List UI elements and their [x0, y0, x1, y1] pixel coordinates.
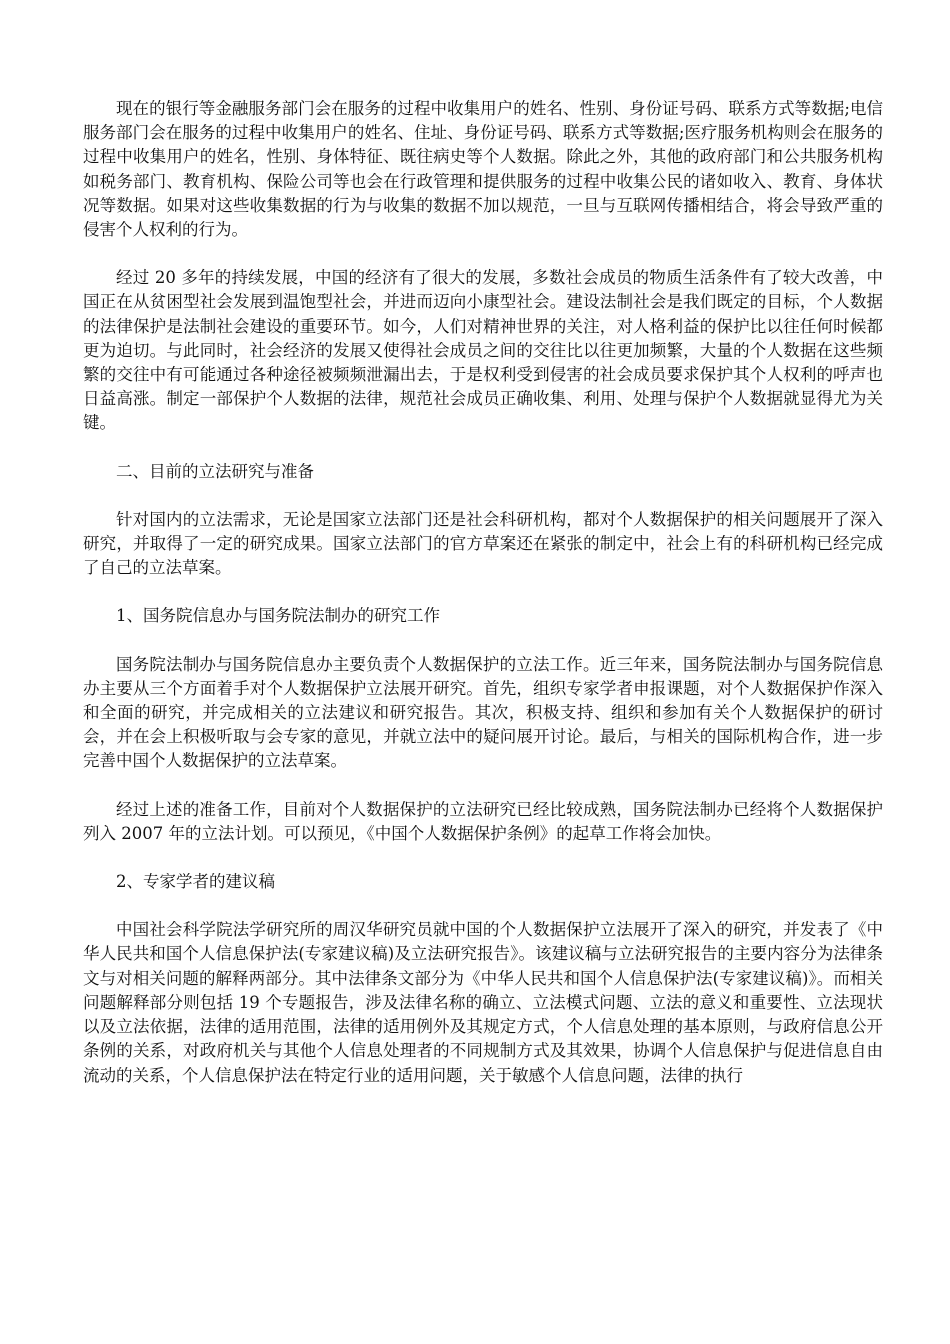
paragraph-economic-development: 经过 20 多年的持续发展，中国的经济有了很大的发展，多数社会成员的物质生活条件有了较大改善，中国正在从贫困型社会发展到温饱型社会，并进而迈向小康型社会。建设法制社会是我们既定的目标，个人数据的法律保护是法制社会建设的重要环节。如今，人们对精神世界的关注，对人格利益的保护比以往任何时候都更为迫切。与此同时，社会经济的发展又使得社会成员之间的交往比以往更加频繁，大量的个人数据在这些频繁的交往中有可能通过各种途径被频频泄漏出去，于是权利受到侵害的社会成员要求保护其个人权利的呼声也日益高涨。制定一部保护个人数据的法律，规范社会成员正确收集、利用、处理与保护个人数据就显得尤为关键。: [83, 268, 883, 433]
paragraph-expert-draft-details: 中国社会科学院法学研究所的周汉华研究员就中国的个人数据保护立法展开了深入的研究，并发表了《中华人民共和国个人信息保护法(专家建议稿)及立法研究报告》。该建议稿与立法研究报告的主要内容分为法律条文与对相关问题的解释两部分。其中法律条文部分为《中华人民共和国个人信息保护法(专家建议稿)》。而相关问题解释部分则包括 19 个专题报告，涉及法律名称的确立、立法模式问题、立法的意义和重要性、立法现状以及立法依据，法律的适用范围，法律的适用例外及其规定方式，个人信息处理的基本原则，与政府信息公开条例的关系，对政府机关与其他个人信息处理者的不同规制方式及其效果，协调个人信息保护与促进信息自由流动的关系，个人信息保护法在特定行业的适用问题，关于敏感个人信息问题，法律的执行: [83, 920, 883, 1085]
paragraph-state-council-work: 国务院法制办与国务院信息办主要负责个人数据保护的立法工作。近三年来，国务院法制办与国务院信息办主要从三个方面着手对个人数据保护立法展开研究。首先，组织专家学者申报课题，对个人数据保护作深入和全面的研究，并完成相关的立法建议和研究报告。其次，积极支持、组织和参加有关个人数据保护的研讨会，并在会上积极听取与会专家的意见，并就立法中的疑问展开讨论。最后，与相关的国际机构合作，进一步完善中国个人数据保护的立法草案。: [83, 654, 883, 771]
document-body: [83, 97, 883, 1112]
subsection-heading-expert-draft: 2、专家学者的建议稿: [116, 872, 275, 892]
section-heading-legislative-research: 二、目前的立法研究与准备: [116, 461, 314, 481]
subsection-heading-state-council-offices: 1、国务院信息办与国务院法制办的研究工作: [116, 606, 440, 626]
paragraph-financial-data-collection: 现在的银行等金融服务部门会在服务的过程中收集用户的姓名、性别、身份证号码、联系方式等数据;电信服务部门会在服务的过程中收集用户的姓名、住址、身份证号码、联系方式等数据;医疗服务机构则会在服务的过程中收集用户的姓名，性别、身体特征、既往病史等个人数据。除此之外，其他的政府部门和公共服务机构如税务部门、教育机构、保险公司等也会在行政管理和提供服务的过程中收集公民的诸如收入、教育、身体状况等数据。如果对这些收集数据的行为与收集的数据不加以规范，一旦与互联网传播相结合，将会导致严重的侵害个人权利的行为。: [83, 99, 883, 240]
paragraph-domestic-legislative-needs: 针对国内的立法需求，无论是国家立法部门还是社会科研机构，都对个人数据保护的相关问题展开了深入研究，并取得了一定的研究成果。国家立法部门的官方草案还在紧张的制定中，社会上有的科研机构已经完成了自己的立法草案。: [83, 509, 883, 578]
paragraph-legislative-plan-2007: 经过上述的准备工作，目前对个人数据保护的立法研究已经比较成熟，国务院法制办已经将个人数据保护列入 2007 年的立法计划。可以预见，《中国个人数据保护条例》的起草工作将会加快。: [83, 799, 883, 843]
